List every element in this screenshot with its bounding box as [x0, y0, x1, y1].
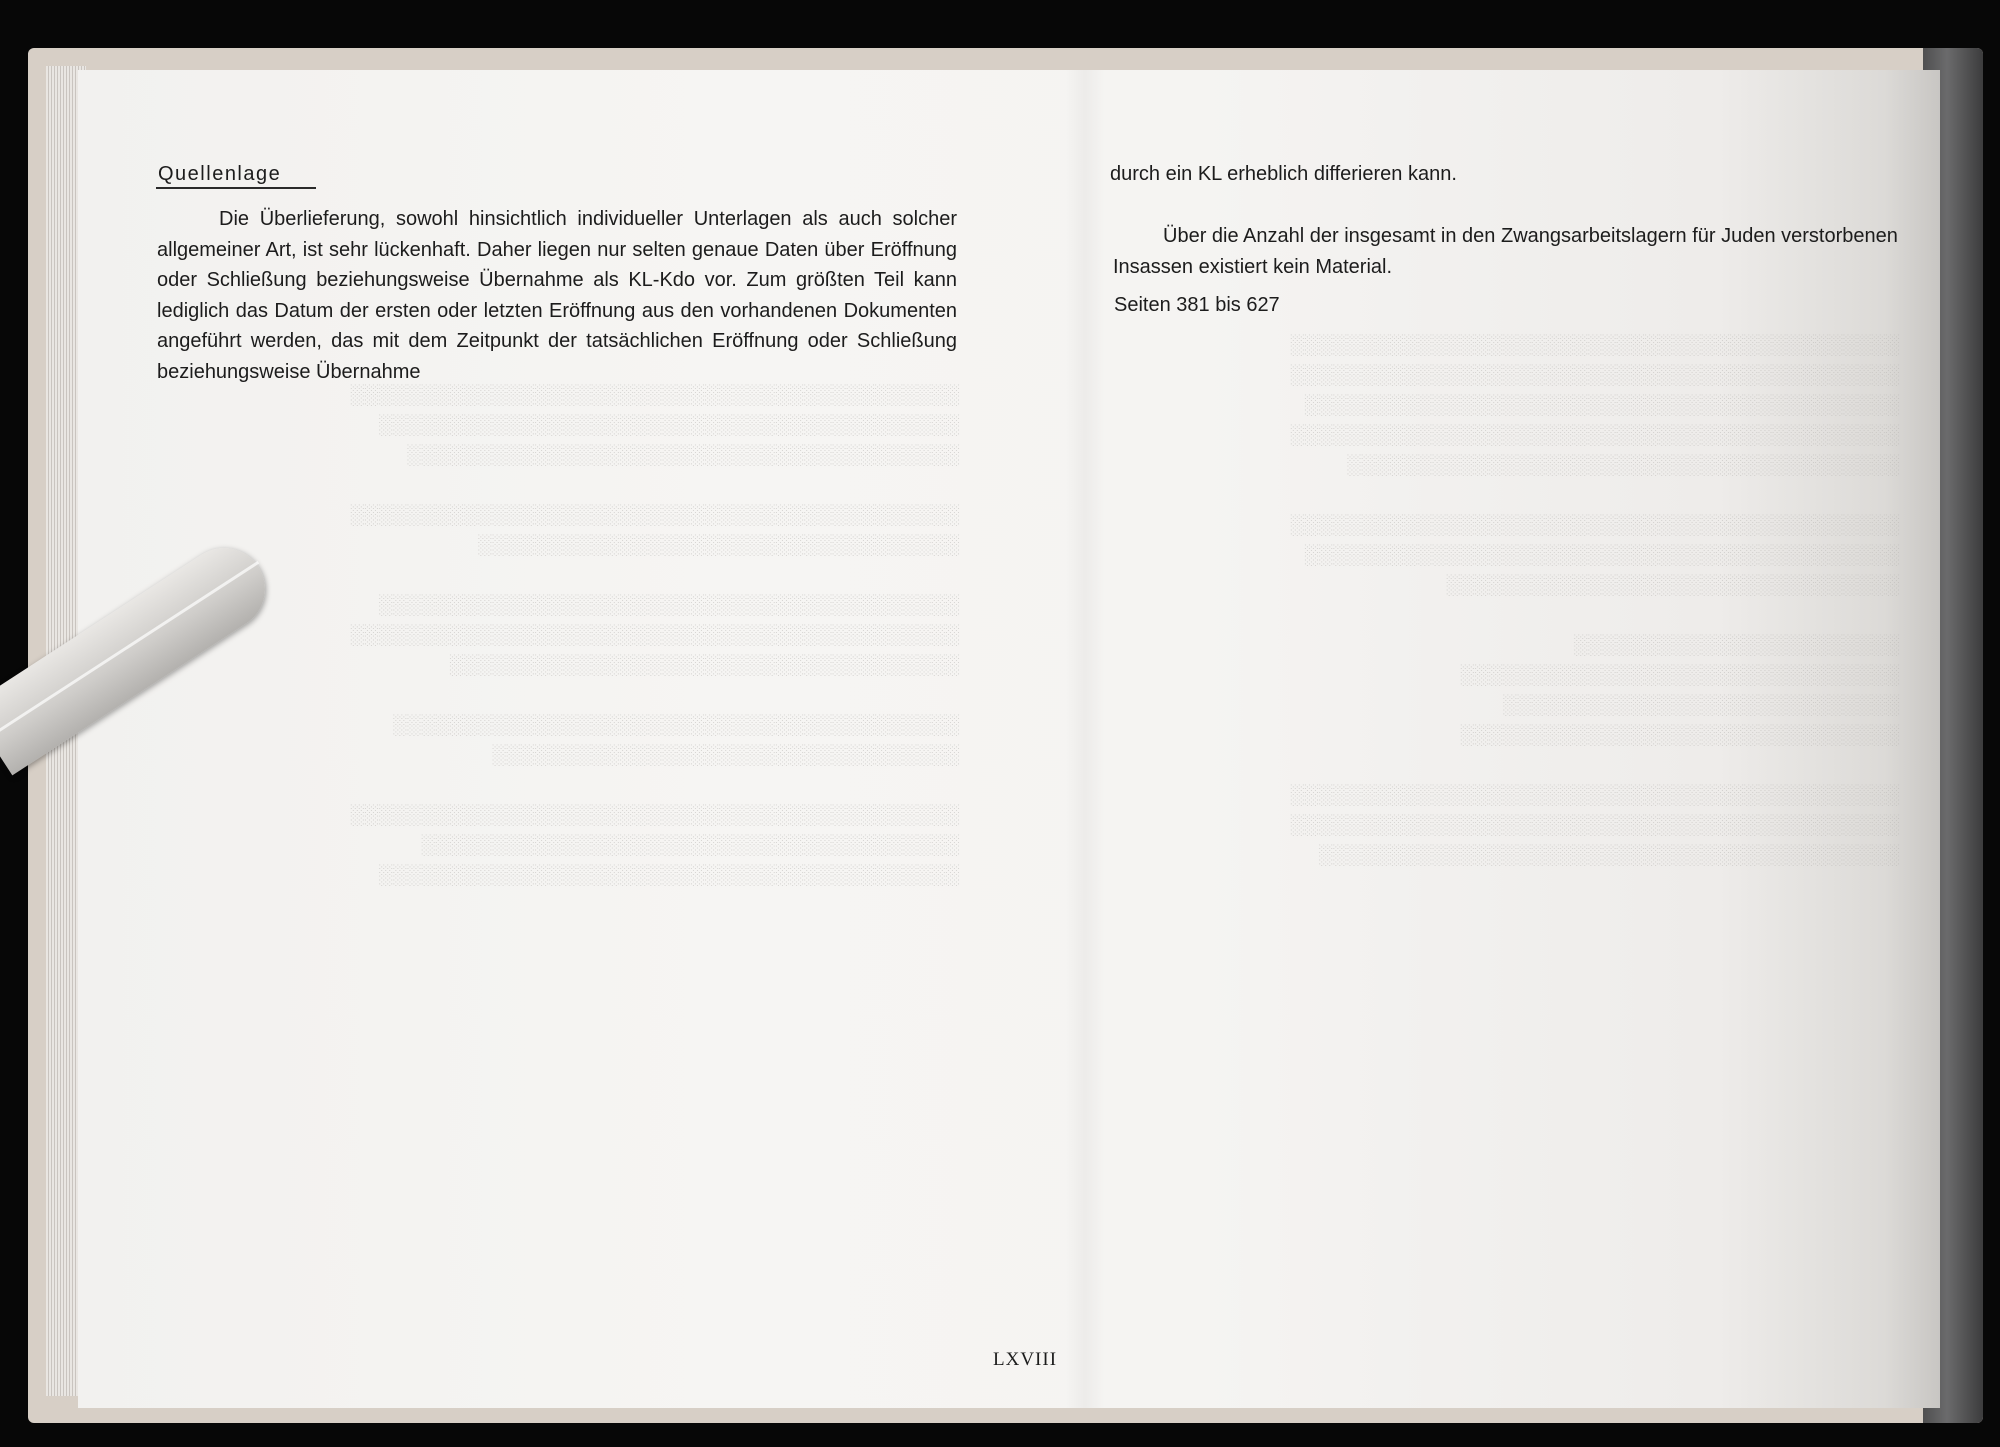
- page-range-reference: Seiten 381 bis 627: [1114, 294, 1280, 316]
- section-heading: Quellenlage: [158, 163, 282, 185]
- right-page-body: [1113, 221, 1903, 282]
- heading-underline: [156, 187, 316, 189]
- show-through-left: ░░░░░░░░░░░░░░░░░░░░░░░░░░░░░░░░░░░░░░░░░░░ ░░░░░░░░░░░░░░░░░░░░░░░░░░░░░░░░░░░░░░░░░ ░░░░░░░░░░░░░░░░░░░░░░░░░░░░░░░░░░░░░░░ ░░░░░░░░░░░░░░░░░░░░░░░░░░░░░░░░░░░░░░░░░░░ ░░░░░░░░░░░░░░░░░░░░░░░░░░░░░░░░░░ ░░░░░░░░░░░░░░░░░░░░░░░░░░░░░░░░░░░░░░░░░ ░░░░░░░░░░░░░░░░░░░░░░░░░░░░░░░░░░░░░░░░░░░ ░░░░░░░░░░░░░░░░░░░░░░░░░░░░░░░░░░░░ ░░░░░░░░░░░░░░░░░░░░░░░░░░░░░░░░░░░░░░░░ ░░░░░░░░░░░░░░░░░░░░░░░░░░░░░░░░░ ░░░░░░░░░░░░░░░░░░░░░░░░░░░░░░░░░░░░░░░░░░░ ░░░░░░░░░░░░░░░░░░░░░░░░░░░░░░░░░░░░░░ ░░░░░░░░░░░░░░░░░░░░░░░░░░░░░░░░░░░░░░░░░: [350, 384, 960, 886]
- page-number: LXVIII: [993, 1349, 1058, 1370]
- show-through-right: ░░░░░░░░░░░░░░░░░░░░░░░░░░░░░░░░░░░░░░░░░░░ ░░░░░░░░░░░░░░░░░░░░░░░░░░░░░░░░░░░░░░░░░░░ ░░░░░░░░░░░░░░░░░░░░░░░░░░░░░░░░░░░░░░░░░░ ░░░░░░░░░░░░░░░░░░░░░░░░░░░░░░░░░░░░░░░░░░░ ░░░░░░░░░░░░░░░░░░░░░░░░░░░░░░░░░░░░░░░ ░░░░░░░░░░░░░░░░░░░░░░░░░░░░░░░░░░░░░░░░░░░ ░░░░░░░░░░░░░░░░░░░░░░░░░░░░░░░░░░░░░░░░░░ ░░░░░░░░░░░░░░░░░░░░░░░░░░░░░░░░ ░░░░░░░░░░░░░░░░░░░░░░░ ░░░░░░░░░░░░░░░░░░░░░░░░░░░░░░░ ░░░░░░░░░░░░░░░░░░░░░░░░░░░░ ░░░░░░░░░░░░░░░░░░░░░░░░░░░░░░░ ░░░░░░░░░░░░░░░░░░░░░░░░░░░░░░░░░░░░░░░░░░░ ░░░░░░░░░░░░░░░░░░░░░░░░░░░░░░░░░░░░░░░░░░░ ░░░░░░░░░░░░░░░░░░░░░░░░░░░░░░░░░░░░░░░░░: [1290, 334, 1900, 866]
- left-page-body: [157, 204, 957, 387]
- deceased-inmates-paragraph: Über die Anzahl der insgesamt in den Zwangsarbeitslagern für Juden verstorbenen Insassen existiert kein Material.: [1113, 225, 1898, 278]
- source-situation-paragraph: Die Überlieferung, sowohl hinsichtlich individueller Unterlagen als auch solcher allgemeiner Art, ist sehr lückenhaft. Daher liegen nur selten genaue Daten über Eröffnung oder Schließung beziehungsweise Übernahme als KL-Kdo vor. Zum größten Teil kann lediglich das Datum der ersten oder letzten Eröffnung aus den vorhandenen Dokumenten angeführt werden, das mit dem Zeitpunkt der tatsächlichen Eröffnung oder Schließung beziehungsweise Übernahme: [157, 208, 957, 383]
- book-gutter: [1065, 70, 1105, 1408]
- continued-sentence: durch ein KL erheblich differieren kann.: [1110, 163, 1457, 185]
